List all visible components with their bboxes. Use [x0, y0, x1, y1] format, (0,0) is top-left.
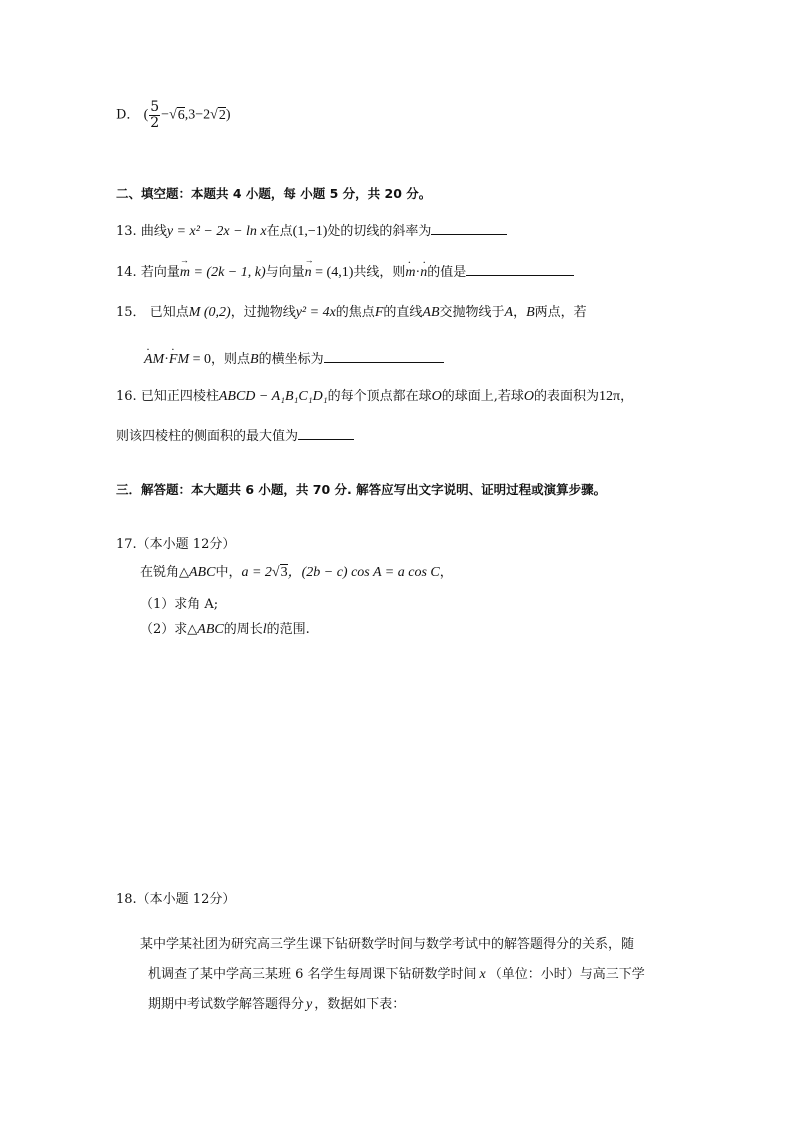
question-14: [116, 263, 574, 282]
q15-math-3: F: [374, 305, 384, 320]
question-16-line-2: [116, 427, 354, 445]
q14-dot-m: · m: [405, 265, 415, 282]
q15-vector-fm: · FM: [169, 352, 189, 369]
option-d-label: D．: [116, 107, 140, 123]
q16-text-1: 已知正四棱柱: [140, 389, 219, 404]
section-3-heading: 三．解答题：本大题共 6 小题，共 70 分. 解答应写出文字说明、证明过程或演算步骤。: [116, 482, 607, 497]
q18-line3-text-1: 期期中考试数学解答题得分: [148, 997, 305, 1012]
q17-side-a: a = 2: [241, 565, 272, 580]
q14-dot-operator: ·: [415, 265, 421, 280]
q15-text-2: ，过抛物线: [230, 305, 296, 320]
q17-part-2: [140, 622, 310, 639]
q15-text-5: 交抛物线于: [439, 305, 505, 320]
q13-answer-blank[interactable]: [431, 222, 507, 235]
q16-answer-blank[interactable]: [298, 427, 354, 440]
q15-answer-blank[interactable]: [324, 350, 444, 363]
q15-equals-zero: = 0: [189, 352, 212, 367]
option-d-close: ): [225, 107, 231, 123]
q17-part2-text-1: （2）求△: [140, 622, 198, 637]
question-15-line-2: [144, 350, 444, 369]
q15-text-1: 已知点: [149, 305, 189, 320]
q15-text-4: 的直线: [383, 305, 423, 320]
q16-line2-text: 则该四棱柱的侧面积的最大值为: [116, 429, 299, 444]
q15-vector-am: · AM: [144, 352, 164, 369]
option-d-minus: −: [161, 107, 170, 123]
q14-vector-n: → n: [305, 265, 312, 282]
q15-dot-operator: ·: [164, 352, 169, 367]
q16-number: 16.: [116, 389, 137, 404]
q14-math-1: = (2k − 1, k): [189, 265, 266, 280]
q18-line2-text-2: （单位：小时）与高三下学: [488, 967, 645, 982]
q17-part2-perimeter: l: [262, 622, 267, 637]
q18-line3-text-2: ，数据如下表：: [314, 997, 406, 1012]
q15-line2-point-b: B: [250, 352, 259, 367]
q14-text-3: 共线，则: [353, 265, 406, 280]
q15-text-3: 的焦点: [335, 305, 375, 320]
q18-line-1: 某中学某社团为研究高三学生课下钻研数学时间与数学考试中的解答题得分的关系，随: [140, 937, 635, 952]
q17-sqrt-sign: √: [271, 565, 280, 580]
q17-part-1: （1）求角 A;: [140, 597, 219, 612]
sqrt-sign-1: √: [169, 107, 177, 123]
section-2-heading: 二、填空题：本题共 4 小题，每 小题 5 分，共 20 分。: [116, 186, 432, 201]
option-d-mid: ,3−2: [184, 107, 211, 123]
q14-math-2: = (4,1): [311, 265, 354, 280]
q13-math-1: y = x² − 2x − ln x: [166, 224, 267, 239]
q16-text-5: ，: [620, 389, 634, 404]
q13-text-1: 曲线: [140, 224, 167, 239]
radicand-2: 2: [218, 107, 226, 123]
q16-math-2: O: [431, 389, 442, 404]
q17-statement: [140, 565, 453, 582]
option-d-fraction: [149, 100, 160, 130]
q15-math-4: AB: [422, 305, 440, 320]
option-d-open: (: [143, 107, 149, 123]
q17-heading: 17.（本小题 12分）: [116, 537, 236, 552]
q15-math-6: B: [526, 305, 535, 320]
q17-part2-triangle: ABC: [197, 622, 224, 637]
sqrt-sign-2: √: [210, 107, 218, 123]
q15-math-2: y² = 4x: [295, 305, 336, 320]
question-16: [116, 389, 633, 406]
q18-line-3: [148, 997, 405, 1014]
q17-part2-text-2: 的周长: [223, 622, 263, 637]
q16-math-1: ABCD − A₁B₁C₁D₁: [218, 389, 328, 404]
q18-heading: 18.（本小题 12分）: [116, 892, 236, 907]
q13-math-2: (1,−1): [292, 224, 328, 239]
q14-answer-blank[interactable]: [466, 263, 574, 276]
frac-denominator: 2: [150, 114, 160, 131]
q14-text-4: 的值是: [427, 265, 467, 280]
q16-text-2: 的每个顶点都在球: [327, 389, 432, 404]
q16-math-3: O: [523, 389, 535, 404]
q15-text-7: 两点，若: [534, 305, 587, 320]
q18-variable-x: x: [479, 967, 486, 982]
q14-text-1: 若向量: [140, 265, 180, 280]
q14-vector-m: → m: [180, 265, 190, 282]
q17-part2-text-3: 的范围.: [266, 622, 310, 637]
q17-text-1: 在锐角△: [140, 565, 189, 580]
q16-text-3: 的球面上,若球: [441, 389, 524, 404]
q16-text-4: 的表面积为: [534, 389, 600, 404]
frac-numerator: 5: [150, 99, 160, 115]
question-15: [116, 305, 587, 322]
q15-line2-text-2: 的横坐标为: [258, 352, 324, 367]
q15-number: 15．: [116, 305, 146, 320]
q15-math-1: M (0,2): [188, 305, 231, 320]
q17-sqrt-radicand: 3: [280, 565, 288, 580]
question-13: [116, 222, 507, 241]
q17-equation: ，(2b − c) cos A = a cos C: [287, 565, 440, 580]
q17-triangle: ABC: [189, 565, 216, 580]
q17-text-3: ，: [439, 565, 453, 580]
q15-line2-text-1: ，则点: [211, 352, 251, 367]
radicand-1: 6: [177, 107, 185, 123]
q13-text-2: 在点: [266, 224, 293, 239]
q13-text-3: 处的切线的斜率为: [327, 224, 432, 239]
q15-text-6: ，: [513, 305, 527, 320]
q13-number: 13.: [116, 224, 137, 239]
q17-text-2: 中，: [215, 565, 242, 580]
q18-line2-text-1: 机调查了某中学高三某班 6 名学生每周课下钻研数学时间: [148, 967, 477, 982]
q14-dot-n: · n: [420, 265, 427, 282]
q15-math-5: A: [504, 305, 514, 320]
q14-number: 14.: [116, 265, 137, 280]
q16-math-4: 12π: [599, 389, 621, 404]
q18-variable-y: y: [306, 997, 313, 1012]
option-d: [116, 100, 231, 130]
q18-line-2: [148, 967, 645, 984]
q14-text-2: 与向量: [265, 265, 305, 280]
